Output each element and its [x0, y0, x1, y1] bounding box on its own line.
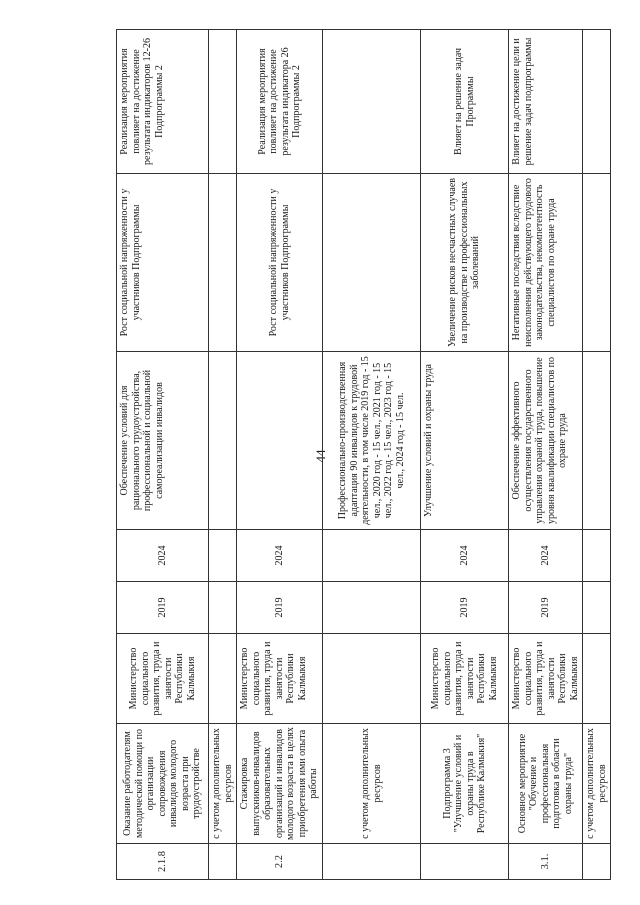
program-table [116, 29, 611, 880]
executor-cell [323, 634, 421, 724]
activity-cell: Стажировка выпускников-инвалидов образовательных организаций и инвалидов молодого возраста в целях приобретения ими опыта работы [237, 724, 323, 844]
consequence-cell: Негативные последствия вследствие неисполнения действующего трудового законодательства, некомпетентность специалистов по охране труда [509, 174, 583, 352]
start-year-cell: 2019 [421, 582, 509, 634]
row-number: 3.1. [509, 844, 583, 880]
row-number [209, 844, 237, 880]
consequence-cell: Рост социальной напряженности у участников Подпрограммы [117, 174, 209, 352]
end-year-cell: 2024 [509, 530, 583, 582]
link-cell: Реализация мероприятия повлияет на достижение результата индикатора 26 Подпрограммы 2 [237, 30, 323, 174]
row-number [583, 844, 611, 880]
activity-cell: Подпрограмма 3 "Улучшение условий и охраны труда в Республике Калмыкия" [421, 724, 509, 844]
table-row [117, 30, 209, 880]
executor-cell: Министерство социального развития, труда и занятости Республики Калмыкия [509, 634, 583, 724]
table-row [323, 30, 421, 880]
activity-cell: с учетом дополнительных ресурсов [323, 724, 421, 844]
table-row [237, 30, 323, 880]
end-year-cell: 2024 [117, 530, 209, 582]
page-number: 44 [313, 449, 328, 463]
link-cell: Реализация мероприятия повлияет на достижение результата индикаторов 12-26 Подпрограммы 2 [117, 30, 209, 174]
end-year-cell [583, 530, 611, 582]
table-row [421, 30, 509, 880]
link-cell: Влияет на достижение цели и решение задач подпрограммы [509, 30, 583, 174]
result-cell [237, 352, 323, 530]
end-year-cell [209, 530, 237, 582]
result-cell [209, 352, 237, 530]
start-year-cell [323, 582, 421, 634]
rotated-table-wrapper [116, 30, 608, 880]
result-cell [583, 352, 611, 530]
activity-cell: с учетом дополнительных ресурсов [583, 724, 611, 844]
table-row [209, 30, 237, 880]
start-year-cell [209, 582, 237, 634]
result-cell: Обеспечение условий для рационального трудоустройства, профессиональной и социальной самореализации инвалидов [117, 352, 209, 530]
end-year-cell [323, 530, 421, 582]
link-cell: Влияет на решение задач Программы [421, 30, 509, 174]
result-cell: Профессионально-производственная адаптация 90 инвалидов к трудовой деятельности, в том числе 2019 год - 15 чел., 2020 год - 15 чел., 2021 год - 15 чел., 2022 год - 15 чел., 2023 год - 15 чел., 2024 год - 15 чел. [323, 352, 421, 530]
end-year-cell: 2024 [237, 530, 323, 582]
consequence-cell [323, 174, 421, 352]
executor-cell: Министерство социального развития, труда и занятости Республики Калмыкия [117, 634, 209, 724]
activity-cell: с учетом дополнительных ресурсов [209, 724, 237, 844]
table-row [583, 30, 611, 880]
start-year-cell: 2019 [509, 582, 583, 634]
link-cell [583, 30, 611, 174]
executor-cell: Министерство социального развития, труда и занятости Республики Калмыкия [237, 634, 323, 724]
row-number [421, 844, 509, 880]
consequence-cell [583, 174, 611, 352]
start-year-cell: 2019 [237, 582, 323, 634]
start-year-cell [583, 582, 611, 634]
activity-cell: Оказание работодателям методической помощи по организации сопровождения инвалидов молодого возраста при трудоустройстве [117, 724, 209, 844]
start-year-cell: 2019 [117, 582, 209, 634]
link-cell [323, 30, 421, 174]
row-number [323, 844, 421, 880]
executor-cell [583, 634, 611, 724]
consequence-cell: Увеличение рисков несчастных случаев на производстве и профессиональных заболеваний [421, 174, 509, 352]
result-cell: Улучшение условий и охраны труда [421, 352, 509, 530]
end-year-cell: 2024 [421, 530, 509, 582]
table-row [509, 30, 583, 880]
executor-cell [209, 634, 237, 724]
result-cell: Обеспечение эффективного осуществления государственного управления охраной труда, повышение уровня квалификации специалистов по охране труда [509, 352, 583, 530]
consequence-cell [209, 174, 237, 352]
executor-cell: Министерство социального развития, труда и занятости Республики Калмыкия [421, 634, 509, 724]
consequence-cell: Рост социальной напряженности у участников Подпрограммы [237, 174, 323, 352]
link-cell [209, 30, 237, 174]
activity-cell: Основное мероприятие "Обучение и профессиональная подготовка в области охраны труда" [509, 724, 583, 844]
row-number: 2.1.8 [117, 844, 209, 880]
row-number: 2.2 [237, 844, 323, 880]
